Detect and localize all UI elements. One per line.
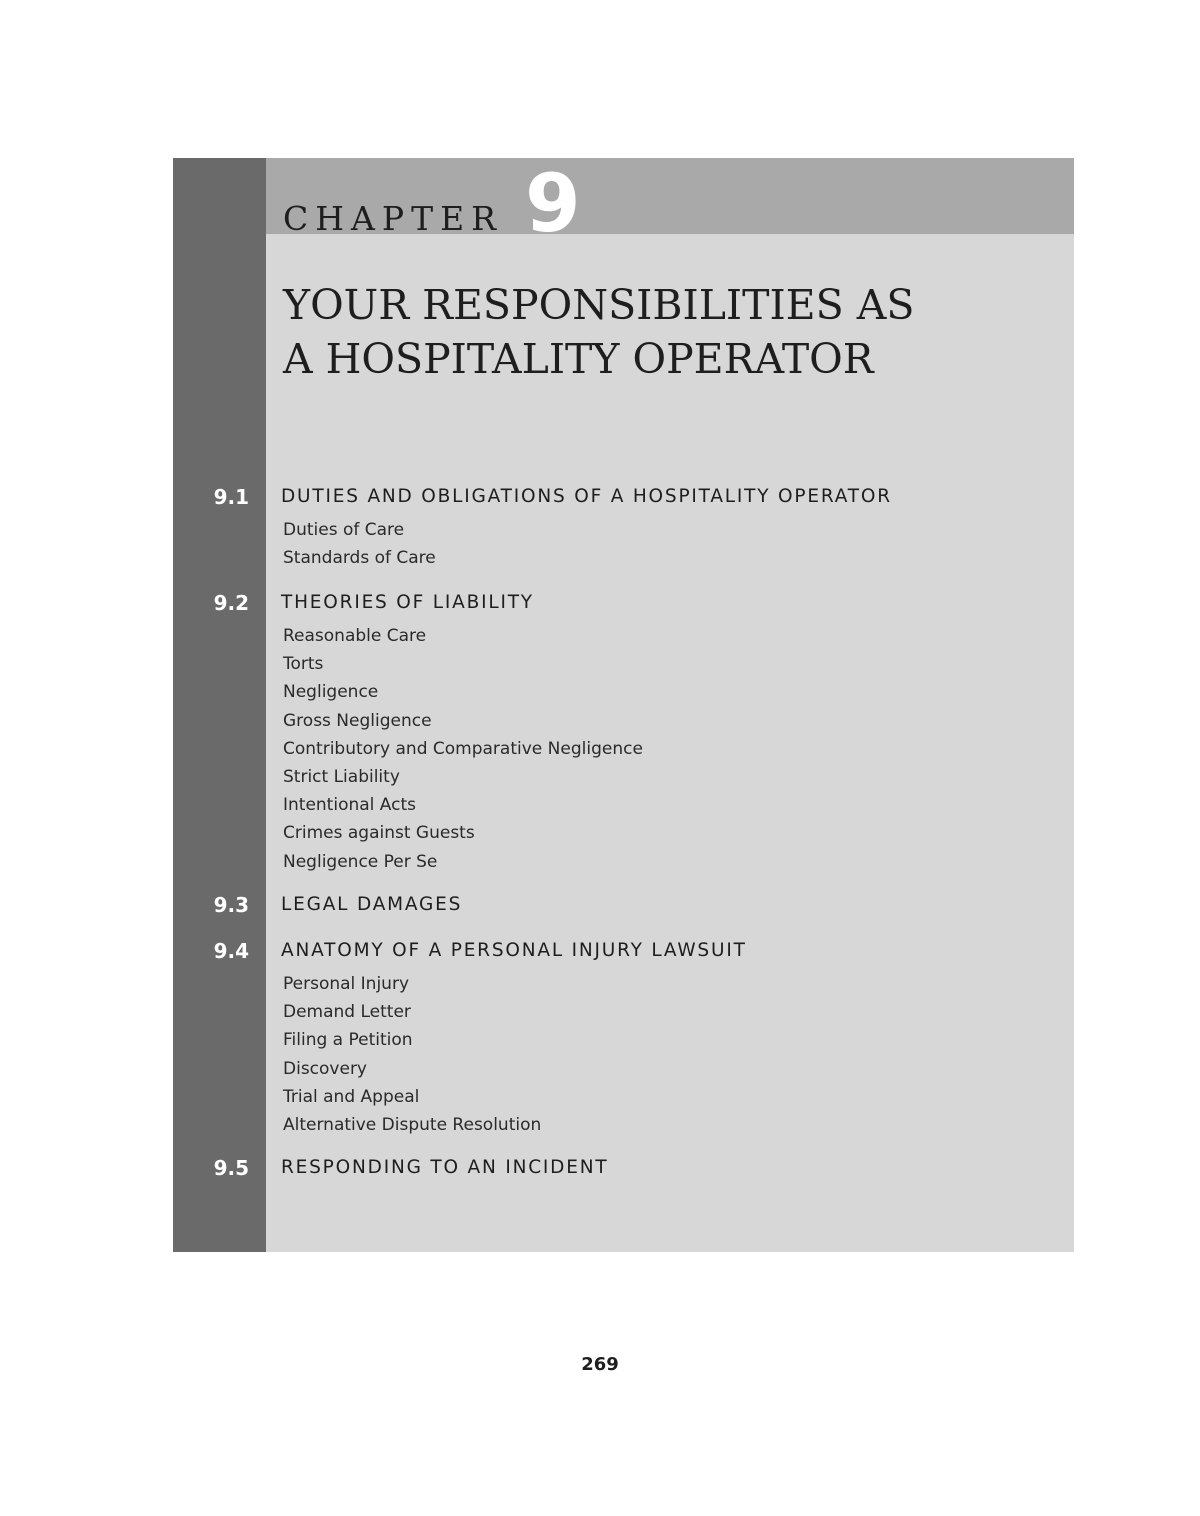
- subtopic-list: [283, 516, 436, 572]
- subtopic-list: [283, 970, 541, 1139]
- subtopic-item: Discovery: [283, 1058, 367, 1079]
- section-title: ANATOMY OF A PERSONAL INJURY LAWSUIT: [281, 940, 747, 961]
- subtopic-item: Strict Liability: [283, 767, 400, 788]
- section-number: 9.4: [213, 939, 249, 963]
- section-number: 9.3: [213, 893, 249, 917]
- chapter-title-line-2: A HOSPITALITY OPERATOR: [283, 335, 874, 383]
- subtopic-item: Demand Letter: [283, 1002, 411, 1023]
- section-number: 9.1: [213, 485, 249, 509]
- chapter-label: CHAPTER: [283, 199, 504, 238]
- chapter-title: [283, 278, 1043, 386]
- subtopic-item: Trial and Appeal: [283, 1086, 420, 1107]
- chapter-number: 9: [525, 157, 581, 250]
- subtopic-item: Duties of Care: [283, 520, 405, 540]
- section-title: DUTIES AND OBLIGATIONS OF A HOSPITALITY OPERATOR: [281, 486, 892, 507]
- subtopic-item: Negligence: [283, 682, 379, 703]
- subtopic-item: Personal Injury: [283, 974, 410, 994]
- section-title: LEGAL DAMAGES: [281, 894, 463, 915]
- subtopic-item: Standards of Care: [283, 548, 436, 569]
- section-number: 9.5: [213, 1156, 249, 1180]
- chapter-title-line-1: YOUR RESPONSIBILITIES AS: [283, 281, 915, 329]
- subtopic-list: [283, 622, 643, 876]
- subtopic-item: Crimes against Guests: [283, 823, 475, 844]
- subtopic-item: Intentional Acts: [283, 795, 416, 816]
- subtopic-item: Reasonable Care: [283, 626, 427, 646]
- page-number: 269: [581, 1354, 619, 1375]
- subtopic-item: Torts: [283, 654, 324, 675]
- subtopic-item: Contributory and Comparative Negligence: [283, 738, 643, 759]
- chapter-opener-panel: [173, 158, 1074, 1252]
- subtopic-item: Gross Negligence: [283, 710, 432, 731]
- section-number: 9.2: [213, 591, 249, 615]
- section-title: THEORIES OF LIABILITY: [281, 592, 534, 613]
- subtopic-item: Alternative Dispute Resolution: [283, 1115, 542, 1136]
- section-title: RESPONDING TO AN INCIDENT: [281, 1157, 609, 1178]
- subtopic-item: Filing a Petition: [283, 1030, 413, 1051]
- subtopic-item: Negligence Per Se: [283, 851, 438, 872]
- left-sidebar-bar: [173, 158, 266, 1252]
